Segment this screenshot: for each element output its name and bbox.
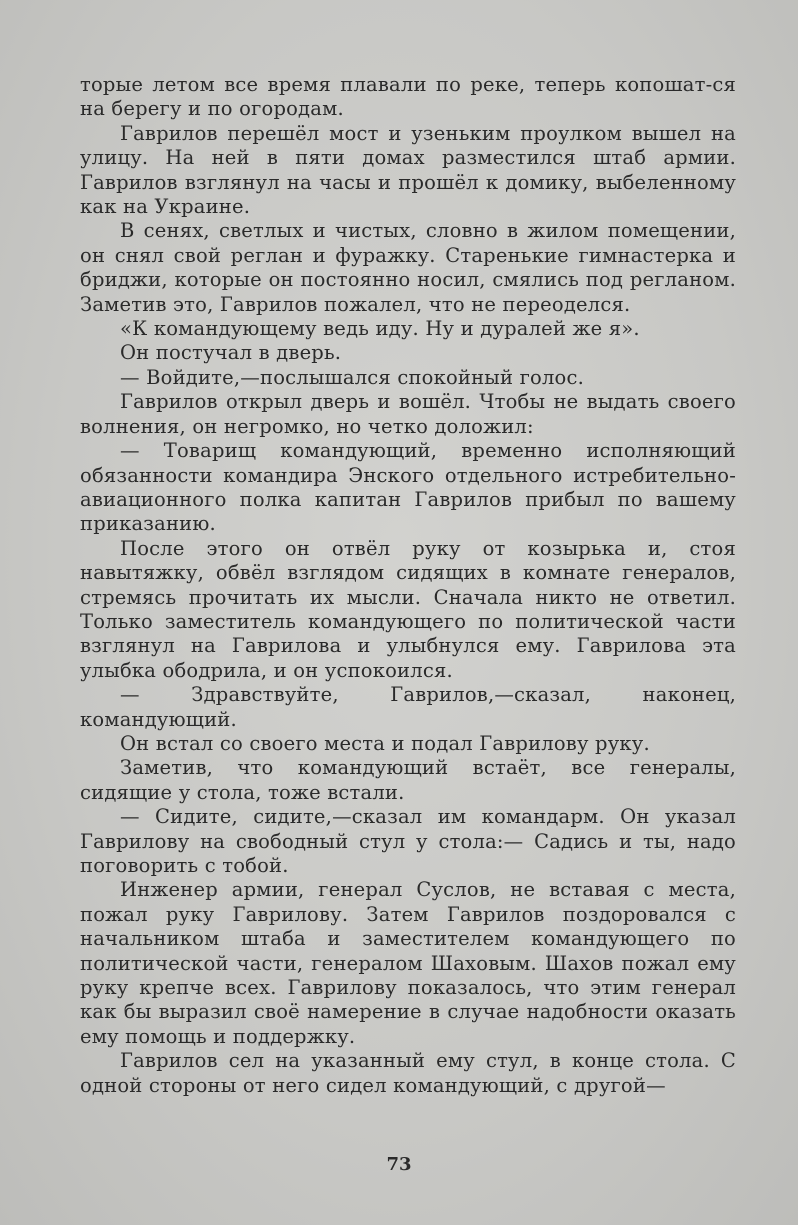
paragraph: Он встал со своего места и подал Гаврилову руку. xyxy=(120,731,650,755)
paragraph: Гаврилов сел на указанный ему стул, в конце стола. С одной стороны от него сидел командующий, с другой— xyxy=(80,1049,736,1097)
paragraph: — Сидите, сидите,—сказал им командарм. Он указал Гаврилову на свободный стул у стола:— Садись и ты, надо поговорить с тобой. xyxy=(80,805,736,877)
body-text xyxy=(80,73,736,1098)
paragraph: Заметив, что командующий встаёт, все генералы, сидящие у стола, тоже встали. xyxy=(80,756,736,804)
paragraph: Гаврилов перешёл мост и узеньким проулком вышел на улицу. На ней в пяти домах разместился штаб армии. Гаврилов взглянул на часы и прошёл к домику, выбеленному как на Украине. xyxy=(80,121,736,219)
paragraph: «К командующему ведь иду. Ну и дуралей же я». xyxy=(120,317,640,341)
paragraph: После этого он отвёл руку от козырька и, стоя навытяжку, обвёл взглядом сидящих в комнате генералов, стремясь прочитать их мысли. Сначала никто не ответил. Только заместитель командующего по политической части взглянул на Гаврилова и улыбнулся ему. Гаврилова эта улыбка ободрила, и он успокоился. xyxy=(80,536,736,682)
paragraph: — Войдите,—послышался спокойный голос. xyxy=(120,365,585,389)
paragraph: Он постучал в дверь. xyxy=(120,341,342,365)
paragraph: — Здравствуйте, Гаврилов,—сказал, наконец, командующий. xyxy=(80,683,736,731)
paragraph: В сенях, светлых и чистых, словно в жилом помещении, он снял свой реглан и фуражку. Старенькие гимнастерка и бриджи, которые он постоянно носил, смялись под регланом. Заметив это, Гаврилов пожалел, что не переоделся. xyxy=(80,219,736,316)
paragraph: — Товарищ командующий, временно исполняющий обязанности командира Энского отдельного истребительно-авиационного полка капитан Гаврилов прибыл по вашему приказанию. xyxy=(80,439,736,536)
page-number: 73 xyxy=(386,1154,412,1175)
paragraph: Гаврилов открыл дверь и вошёл. Чтобы не выдать своего волнения, он негромко, но четко доложил: xyxy=(80,390,736,438)
paragraph: торые летом все время плавали по реке, теперь копошат-ся на берегу и по огородам. xyxy=(80,73,736,121)
paragraph: Инженер армии, генерал Суслов, не вставая с места, пожал руку Гаврилову. Затем Гаврилов поздоровался с начальником штаба и заместителем командующего по политической части, генералом Шаховым. Шахов пожал ему руку крепче всех. Гаврилову показалось, что этим генерал как бы выразил своё намерение в случае надобности оказать ему помощь и поддержку. xyxy=(80,878,736,1048)
